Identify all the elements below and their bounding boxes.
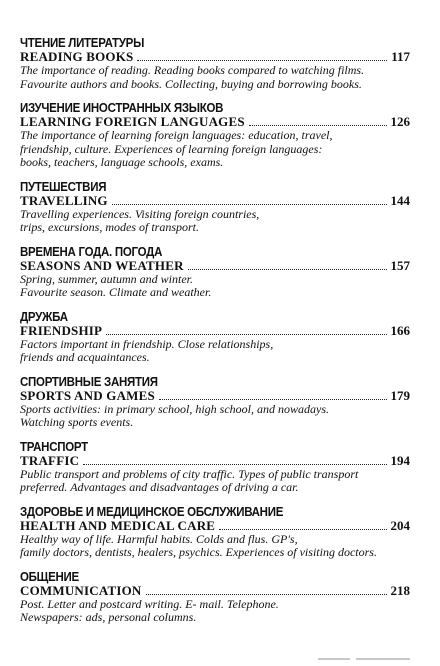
toc-section-learning-foreign-languages [20, 101, 410, 170]
toc-entry [20, 519, 410, 533]
toc-entry-title: TRAFFIC [20, 452, 80, 468]
description-line: Healthy way of life. Harmful habits. Colds and flus. GP's, [20, 531, 298, 546]
dot-leader [249, 125, 387, 126]
toc-section-sports-and-games [20, 375, 410, 430]
toc-entry [20, 389, 410, 403]
toc-section-communication [20, 570, 410, 625]
section-description [20, 598, 410, 625]
toc-entry [20, 115, 410, 129]
toc-page-number: 144 [390, 192, 410, 208]
dot-leader [137, 60, 387, 61]
dot-leader [188, 269, 387, 270]
toc-entry [20, 50, 410, 64]
toc-page-number: 179 [390, 387, 410, 403]
section-heading-ru: ПУТЕШЕСТВИЯ [20, 179, 107, 194]
dot-leader [112, 204, 387, 205]
toc-entry-title: FRIENDSHIP [20, 322, 103, 338]
toc-section-health-and-medical-care [20, 505, 410, 560]
toc-section-reading-books [20, 36, 410, 91]
description-line: family doctors, dentists, healers, psychics. Experiences of visiting doctors. [20, 545, 377, 559]
description-line: Public transport and problems of city traffic. Types of public transport [20, 466, 359, 481]
toc-page-number: 194 [390, 452, 410, 468]
dot-leader [219, 529, 386, 530]
toc-entry [20, 584, 410, 598]
section-heading-ru: ОБЩЕНИЕ [20, 569, 79, 584]
description-line: Travelling experiences. Visiting foreign countries, [20, 206, 260, 221]
toc-section-traffic [20, 440, 410, 495]
toc-page-number: 204 [390, 517, 410, 533]
description-line: The importance of learning foreign languages: education, travel, [20, 128, 333, 142]
description-line: Favourite season. Climate and weather. [20, 285, 212, 299]
section-heading-ru: ЧТЕНИЕ ЛИТЕРАТУРЫ [20, 36, 145, 50]
section-description [20, 338, 410, 365]
toc-entry-title: HEALTH AND MEDICAL CARE [20, 517, 216, 533]
toc-page-number: 166 [390, 322, 410, 338]
description-line: Spring, summer, autumn and winter. [20, 271, 194, 286]
description-line: preferred. Advantages and disadvantages of driving a car. [20, 480, 299, 494]
section-heading-ru: ЗДОРОВЬЕ И МЕДИЦИНСКОЕ ОБСЛУЖИВАНИЕ [20, 504, 284, 519]
toc-entry [20, 454, 410, 468]
description-line: Post. Letter and postcard writing. E- mail. Telephone. [20, 596, 279, 611]
section-heading-ru: ТРАНСПОРТ [20, 439, 88, 454]
section-description [20, 64, 410, 91]
description-line: Sports activities: in primary school, high school, and nowadays. [20, 401, 329, 416]
description-line: books, teachers, language schools, exams. [20, 155, 224, 169]
section-heading-ru: ВРЕМЕНА ГОДА. ПОГОДА [20, 244, 163, 259]
toc-page-number: 117 [391, 49, 410, 64]
toc-section-travelling [20, 180, 410, 235]
toc-entry-title: LEARNING FOREIGN LANGUAGES [20, 114, 245, 129]
dot-leader [159, 399, 387, 400]
section-description [20, 468, 410, 495]
description-line: Factors important in friendship. Close relationships, [20, 336, 274, 351]
toc-entry [20, 259, 410, 273]
description-line: Watching sports events. [20, 415, 134, 429]
toc-entry-title: TRAVELLING [20, 192, 108, 208]
toc-entry-title: COMMUNICATION [20, 582, 142, 598]
description-line: friends and acquaintances. [20, 350, 150, 364]
section-heading-ru: ДРУЖБА [20, 309, 68, 324]
description-line: The importance of reading. Reading books compared to watching films. [20, 63, 365, 77]
section-description [20, 273, 410, 300]
section-heading-ru: ИЗУЧЕНИЕ ИНОСТРАННЫХ ЯЗЫКОВ [20, 101, 224, 115]
toc-entry-title: READING BOOKS [20, 49, 134, 64]
description-line: trips, excursions, modes of transport. [20, 220, 200, 234]
toc-page-number: 218 [390, 582, 410, 598]
scan-artifact [356, 658, 410, 660]
section-description [20, 208, 410, 235]
toc-page-number: 157 [390, 257, 410, 273]
toc-entry [20, 194, 410, 208]
section-description [20, 403, 410, 430]
toc-entry-title: SEASONS AND WEATHER [20, 257, 184, 273]
toc-entry [20, 324, 410, 338]
scan-artifact [318, 658, 350, 660]
dot-leader [106, 334, 386, 335]
description-line: friendship, culture. Experiences of learning foreign languages: [20, 141, 323, 156]
toc-page-number: 126 [390, 114, 410, 129]
dot-leader [83, 464, 386, 465]
description-line: Newspapers: ads, personal columns. [20, 610, 197, 624]
section-description [20, 129, 410, 170]
dot-leader [146, 594, 387, 595]
section-description [20, 533, 410, 560]
section-heading-ru: СПОРТИВНЫЕ ЗАНЯТИЯ [20, 374, 158, 389]
description-line: Favourite authors and books. Collecting, buying and borrowing books. [20, 76, 362, 91]
toc-section-friendship [20, 310, 410, 365]
toc-entry-title: SPORTS AND GAMES [20, 387, 155, 403]
toc-section-seasons-and-weather [20, 245, 410, 300]
table-of-contents [20, 36, 410, 635]
